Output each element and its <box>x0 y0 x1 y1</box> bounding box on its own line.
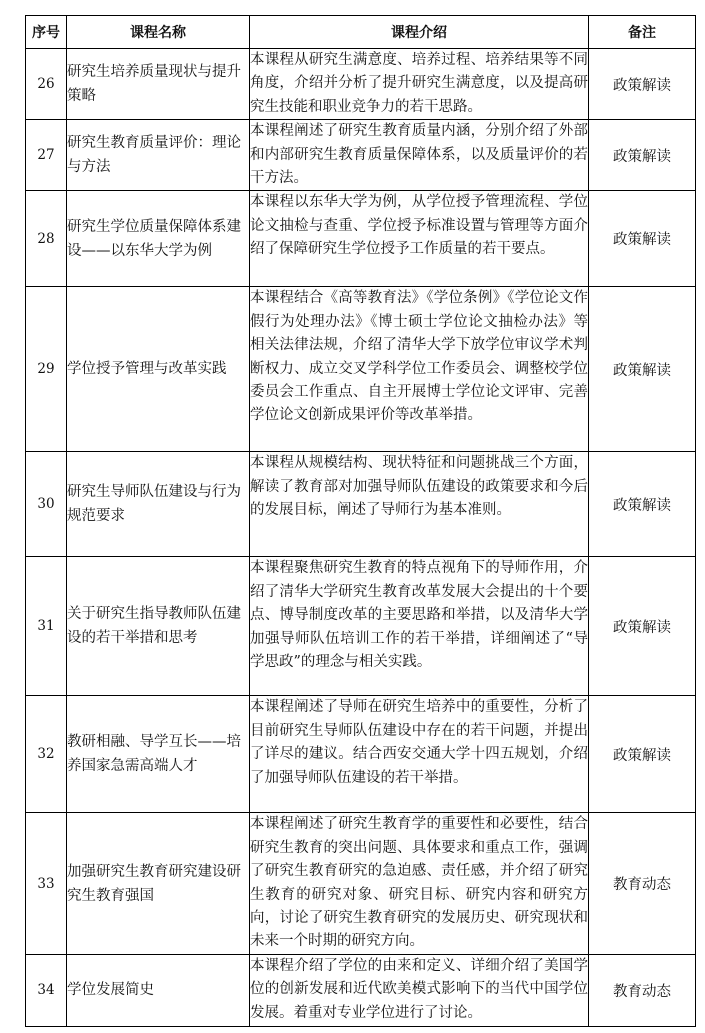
course-remark: 政策解读 <box>589 49 696 120</box>
course-description: 本课程聚焦研究生教育的特点视角下的导师作用，介绍了清华大学研究生教育改革发展大会提出的十个要点、博导制度改革的主要思路和举措，以及清华大学加强导师队伍培训工作的若干举措，详细阐述了“导学思政”的理念与相关实践。 <box>250 557 589 696</box>
course-name: 研究生学位质量保障体系建设——以东华大学为例 <box>67 191 250 287</box>
course-name: 研究生导师队伍建设与行为规范要求 <box>67 452 250 557</box>
course-description: 本课程阐述了导师在研究生培养中的重要性，分析了目前研究生导师队伍建设中存在的若干问题，并提出了详尽的建议。结合西安交通大学十四五规划，介绍了加强导师队伍建设的若干举措。 <box>250 696 589 813</box>
course-remark: 政策解读 <box>589 120 696 191</box>
course-remark: 政策解读 <box>589 452 696 557</box>
row-number: 26 <box>26 49 67 120</box>
course-description: 本课程从研究生满意度、培养过程、培养结果等不同角度，介绍并分析了提升研究生满意度，以及提高研究生技能和职业竞争力的若干思路。 <box>250 49 589 120</box>
course-name: 关于研究生指导教师队伍建设的若干举措和思考 <box>67 557 250 696</box>
row-number: 31 <box>26 557 67 696</box>
row-number: 30 <box>26 452 67 557</box>
row-number: 32 <box>26 696 67 813</box>
row-number: 27 <box>26 120 67 191</box>
course-remark: 教育动态 <box>589 813 696 954</box>
course-description: 本课程阐述了研究生教育质量内涵，分别介绍了外部和内部研究生教育质量保障体系，以及质量评价的若干方法。 <box>250 120 589 191</box>
course-description: 本课程介绍了学位的由来和定义、详细介绍了美国学位的创新发展和近代欧美模式影响下的当代中国学位发展。着重对专业学位进行了讨论。 <box>250 954 589 1026</box>
table-row <box>26 954 696 1026</box>
row-number: 33 <box>26 813 67 954</box>
course-name: 学位发展简史 <box>67 954 250 1026</box>
table-row <box>26 813 696 954</box>
header-course-intro: 课程介绍 <box>250 16 589 49</box>
table-row <box>26 49 696 120</box>
course-description: 本课程以东华大学为例，从学位授予管理流程、学位论文抽检与查重、学位授予标准设置与管理等方面介绍了保障研究生学位授予工作质量的若干要点。 <box>250 191 589 287</box>
header-remarks: 备注 <box>589 16 696 49</box>
row-number: 28 <box>26 191 67 287</box>
row-number: 29 <box>26 287 67 452</box>
table-row <box>26 191 696 287</box>
table-row <box>26 557 696 696</box>
course-remark: 政策解读 <box>589 191 696 287</box>
course-name: 研究生教育质量评价：理论与方法 <box>67 120 250 191</box>
header-course-name: 课程名称 <box>67 16 250 49</box>
header-number: 序号 <box>26 16 67 49</box>
course-remark: 政策解读 <box>589 287 696 452</box>
course-remark: 政策解读 <box>589 557 696 696</box>
row-number: 34 <box>26 954 67 1026</box>
course-remark: 政策解读 <box>589 696 696 813</box>
table-row <box>26 696 696 813</box>
course-description: 本课程从规模结构、现状特征和问题挑战三个方面，解读了教育部对加强导师队伍建设的政策要求和今后的发展目标，阐述了导师行为基本准则。 <box>250 452 589 557</box>
course-name: 教研相融、导学互长——培养国家急需高端人才 <box>67 696 250 813</box>
table-header-row <box>26 16 696 49</box>
course-remark: 教育动态 <box>589 954 696 1026</box>
course-name: 研究生培养质量现状与提升策略 <box>67 49 250 120</box>
course-name: 加强研究生教育研究建设研究生教育强国 <box>67 813 250 954</box>
course-description: 本课程结合《高等教育法》《学位条例》《学位论文作假行为处理办法》《博士硕士学位论文抽检办法》等相关法律法规，介绍了清华大学下放学位审议学术判断权力、成立交叉学科学位工作委员会、调整校学位委员会工作重点、自主开展博士学位论文评审、完善学位论文创新成果评价等改革举措。 <box>250 287 589 452</box>
table-row <box>26 452 696 557</box>
course-description: 本课程阐述了研究生教育学的重要性和必要性，结合研究生教育的突出问题、具体要求和重点工作，强调了研究生教育研究的急迫感、责任感，并介绍了研究生教育的研究对象、研究目标、研究内容和研究方向，讨论了研究生教育研究的发展历史、研究现状和未来一个时期的研究方向。 <box>250 813 589 954</box>
course-name: 学位授予管理与改革实践 <box>67 287 250 452</box>
table-row <box>26 287 696 452</box>
course-table <box>25 15 696 1027</box>
table-row <box>26 120 696 191</box>
